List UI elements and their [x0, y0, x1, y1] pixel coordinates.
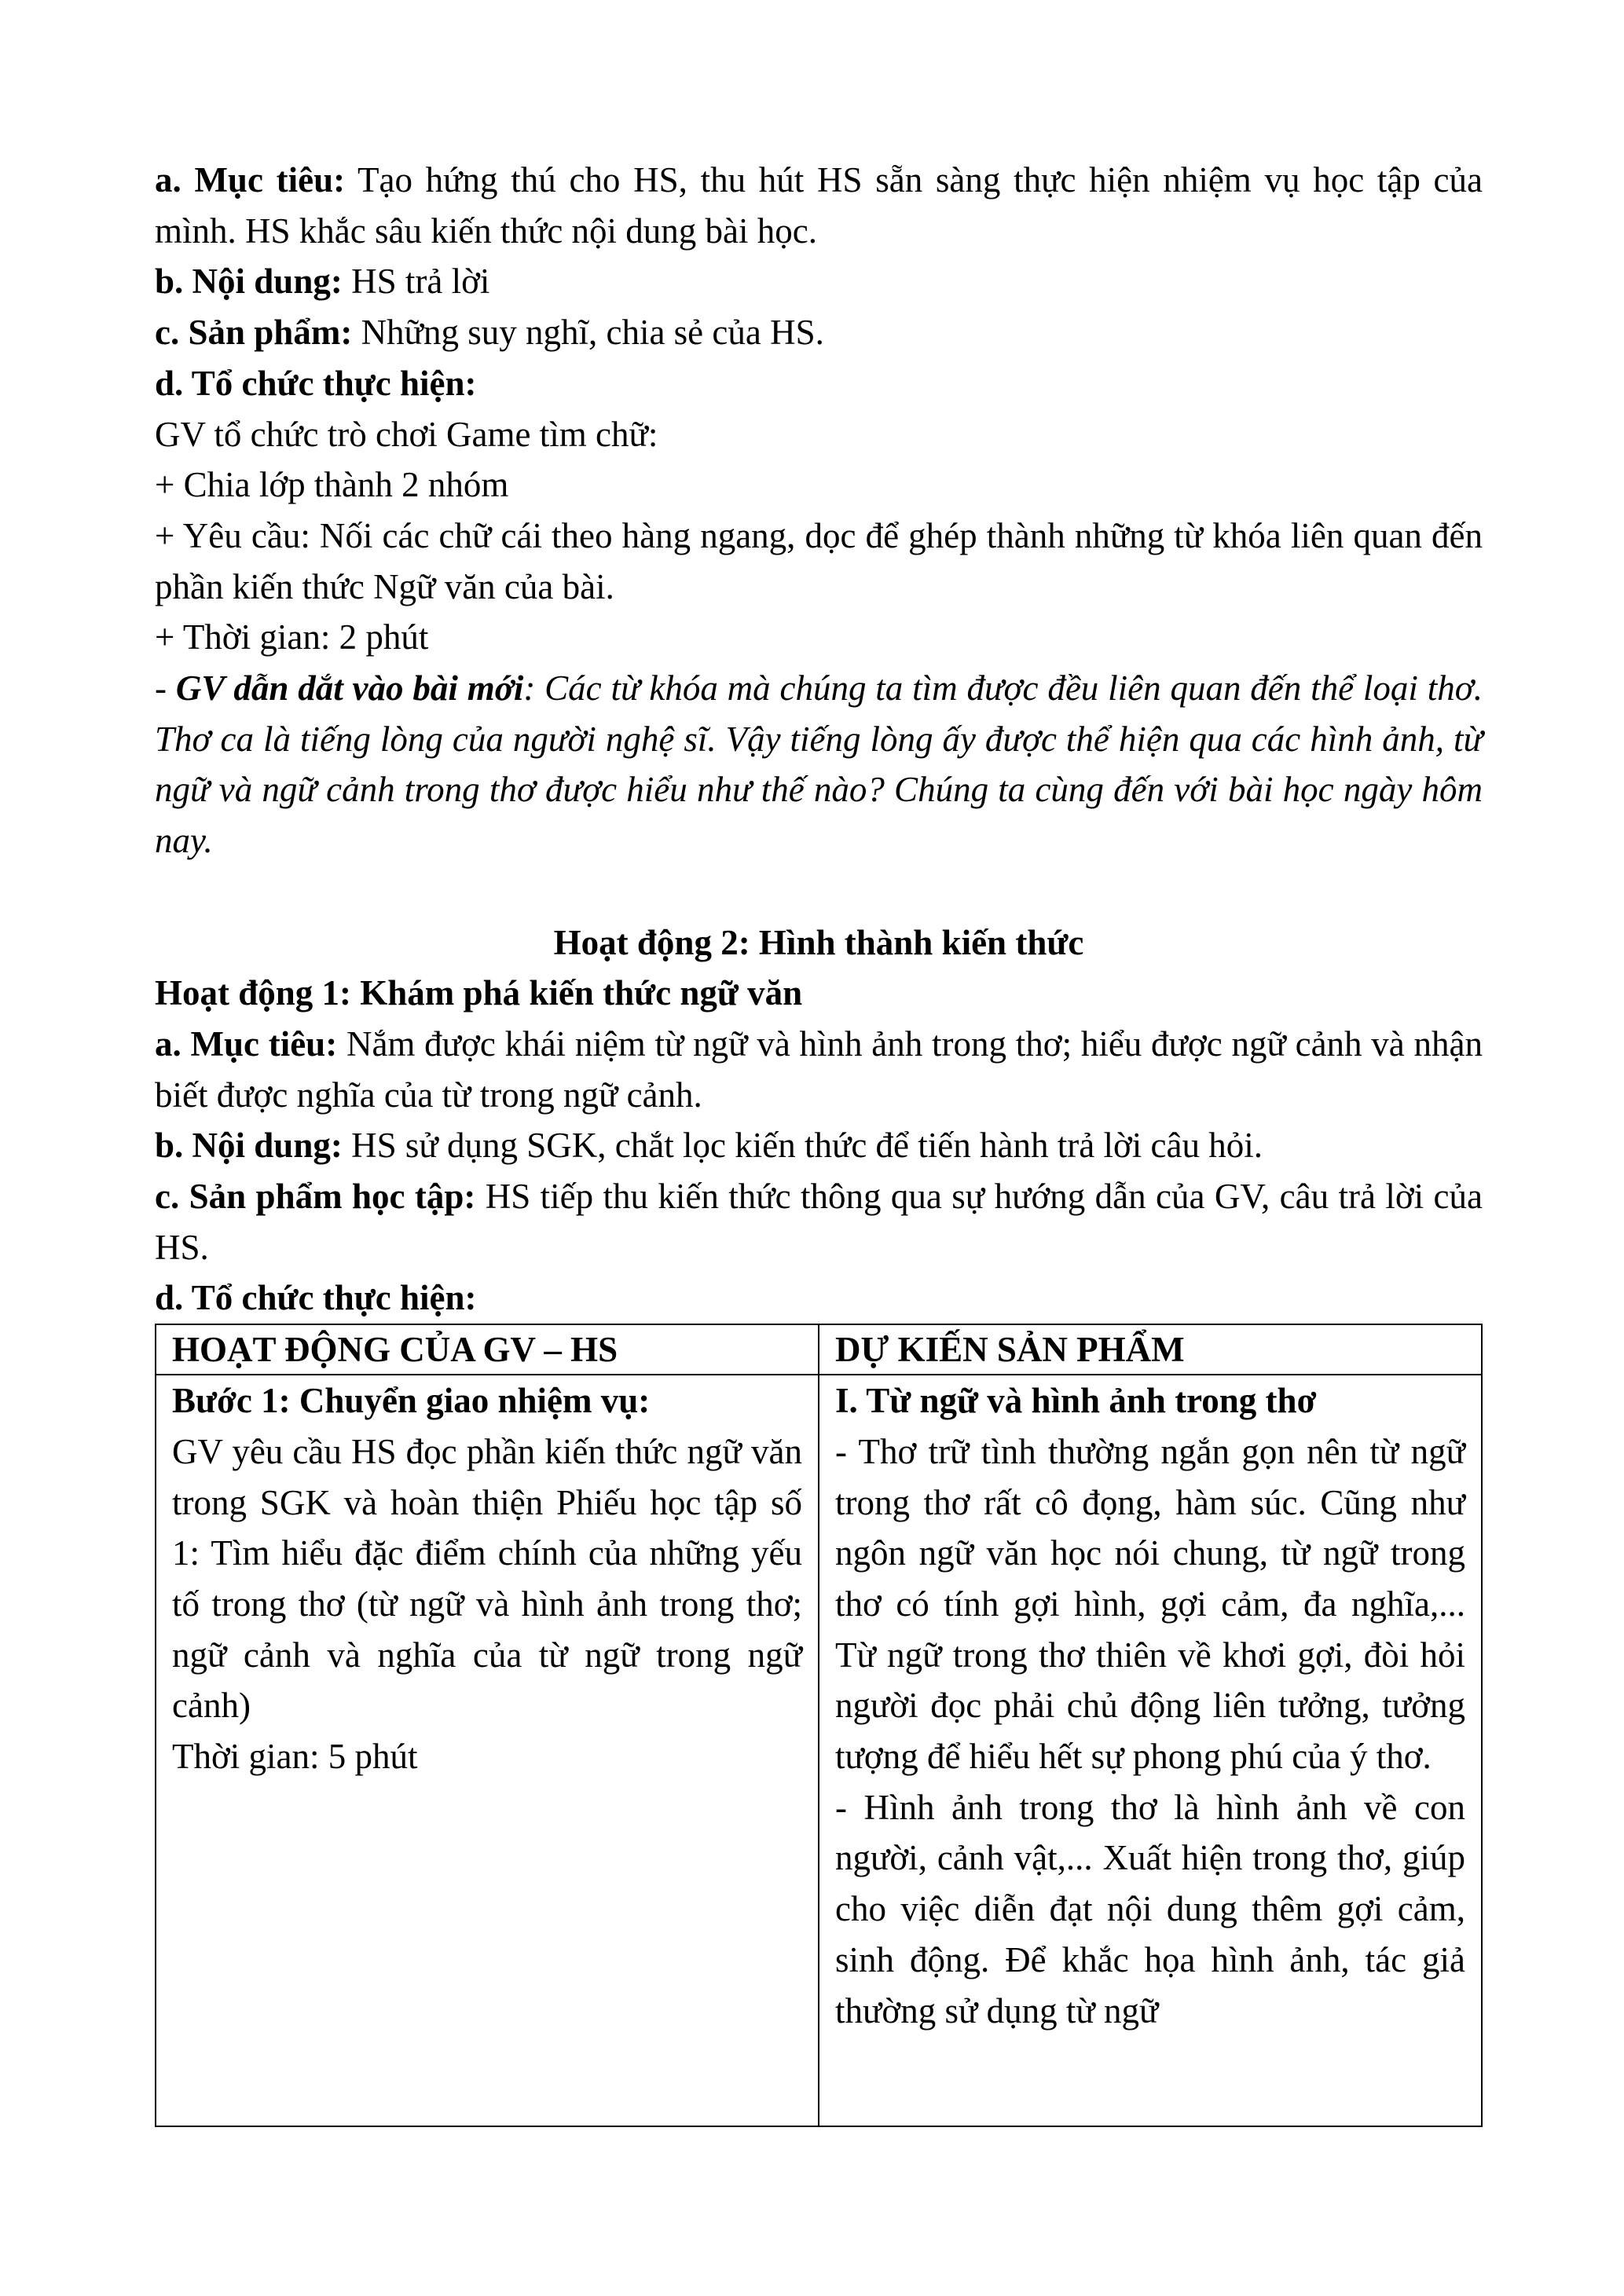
content-label: b. Nội dung:: [155, 262, 343, 302]
header-teacher-student: HOẠT ĐỘNG CỦA GV – HS: [172, 1330, 618, 1370]
step-label: Bước 1: Chuyển giao nhiệm vụ:: [172, 1381, 651, 1421]
organization-heading: [155, 358, 1483, 409]
content-label-2: b. Nội dung:: [155, 1126, 343, 1166]
content-text: HS trả lời: [342, 262, 490, 302]
section-title: I. Từ ngữ và hình ảnh trong thơ: [835, 1381, 1317, 1421]
table-row: [156, 1375, 1482, 2126]
sub-heading-text: Hoạt động 1: Khám phá kiến thức ngữ văn: [155, 973, 803, 1013]
organization-label-2: d. Tổ chức thực hiện:: [155, 1278, 477, 1318]
table-header-row: [156, 1324, 1482, 1375]
objective-text-2: Nắm được khái niệm từ ngữ và hình ảnh trong thơ; hiểu được ngữ cảnh và nhận biết được nghĩa của từ trong ngữ cảnh.: [155, 1023, 1483, 1115]
objective-label: a. Mục tiêu:: [155, 160, 346, 200]
table-cell-left: [156, 1375, 819, 2126]
product-label-2: c. Sản phẩm học tập:: [155, 1177, 476, 1217]
content-paragraph-2: [155, 1120, 1483, 1171]
product-paragraph-2: [155, 1171, 1483, 1273]
organization-label: d. Tổ chức thực hiện:: [155, 363, 477, 403]
sub-heading: [155, 968, 1483, 1019]
lead-text: : Các từ khóa mà chúng ta tìm được đều liên quan đến thể loại thơ. Thơ ca là tiếng lòng của người nghệ sĩ. Vậy tiếng lòng ấy được thể hiện qua các hình ảnh, từ ngữ và ngữ cảnh trong thơ được hiểu như thế nào? Chúng ta cùng đến với bài học ngày hôm nay.: [155, 668, 1483, 861]
document-page: [155, 155, 1483, 2127]
lead-in-paragraph: [155, 663, 1483, 866]
product-text: Những suy nghĩ, chia sẻ của HS.: [352, 313, 824, 353]
product-paragraph-images: - Hình ảnh trong thơ là hình ảnh về con người, cảnh vật,... Xuất hiện trong thơ, giúp cho việc diễn đạt nội dung thêm gợi cảm, sinh động. Để khắc họa hình ảnh, tác giả thường sử dụng từ ngữ: [835, 1787, 1465, 2031]
game-line: + Yêu cầu: Nối các chữ cái theo hàng ngang, dọc để ghép thành những từ khóa liên quan đến phần kiến thức Ngữ văn của bài.: [155, 515, 1483, 606]
section-heading: [155, 917, 1483, 969]
organization-heading-2: [155, 1273, 1483, 1324]
product-text-2: HS tiếp thu kiến thức thông qua sự hướng dẫn của GV, câu trả lời của HS.: [155, 1177, 1483, 1267]
game-line: + Thời gian: 2 phút: [155, 617, 429, 657]
game-line: GV tổ chức trò chơi Game tìm chữ:: [155, 414, 658, 454]
lead-prefix: -: [155, 668, 176, 709]
header-expected-product: DỰ KIẾN SẢN PHẨM: [835, 1330, 1185, 1370]
product-paragraph-words: - Thơ trữ tình thường ngắn gọn nên từ ngữ trong thơ rất cô đọng, hàm súc. Cũng như ngôn ngữ văn học nói chung, từ ngữ trong thơ có tính gợi hình, gợi cảm, đa nghĩa,... Từ ngữ trong thơ thiên về khơi gợi, đòi hỏi người đọc phải chủ động liên tưởng, tưởng tượng để hiểu hết sự phong phú của ý thơ.: [835, 1431, 1465, 1777]
table-header-cell: [156, 1324, 819, 1375]
lead-label: GV dẫn dắt vào bài mới: [175, 668, 524, 709]
objective-paragraph-2: [155, 1019, 1483, 1120]
objective-label-2: a. Mục tiêu:: [155, 1023, 338, 1064]
product-paragraph: [155, 307, 1483, 358]
objective-paragraph: [155, 155, 1483, 256]
task-text: GV yêu cầu HS đọc phần kiến thức ngữ văn trong SGK và hoàn thiện Phiếu học tập số 1: Tìm hiểu đặc điểm chính của những yếu tố trong thơ (từ ngữ và hình ảnh trong thơ; ngữ cảnh và nghĩa của từ ngữ trong ngữ cảnh): [172, 1431, 802, 1726]
time-text: Thời gian: 5 phút: [172, 1737, 418, 1777]
content-paragraph: [155, 256, 1483, 307]
section-heading-text: Hoạt động 2: Hình thành kiến thức: [553, 922, 1084, 962]
content-text-2: HS sử dụng SGK, chắt lọc kiến thức để tiến hành trả lời câu hỏi.: [342, 1126, 1263, 1166]
game-line: + Chia lớp thành 2 nhóm: [155, 465, 509, 505]
product-label: c. Sản phẩm:: [155, 313, 353, 353]
activity-table: [155, 1324, 1483, 2127]
table-header-cell: [819, 1324, 1482, 1375]
table-cell-right: [819, 1375, 1482, 2126]
objective-text: Tạo hứng thú cho HS, thu hút HS sẵn sàng thực hiện nhiệm vụ học tập của mình. HS khắc sâu kiến thức nội dung bài học.: [155, 160, 1483, 251]
